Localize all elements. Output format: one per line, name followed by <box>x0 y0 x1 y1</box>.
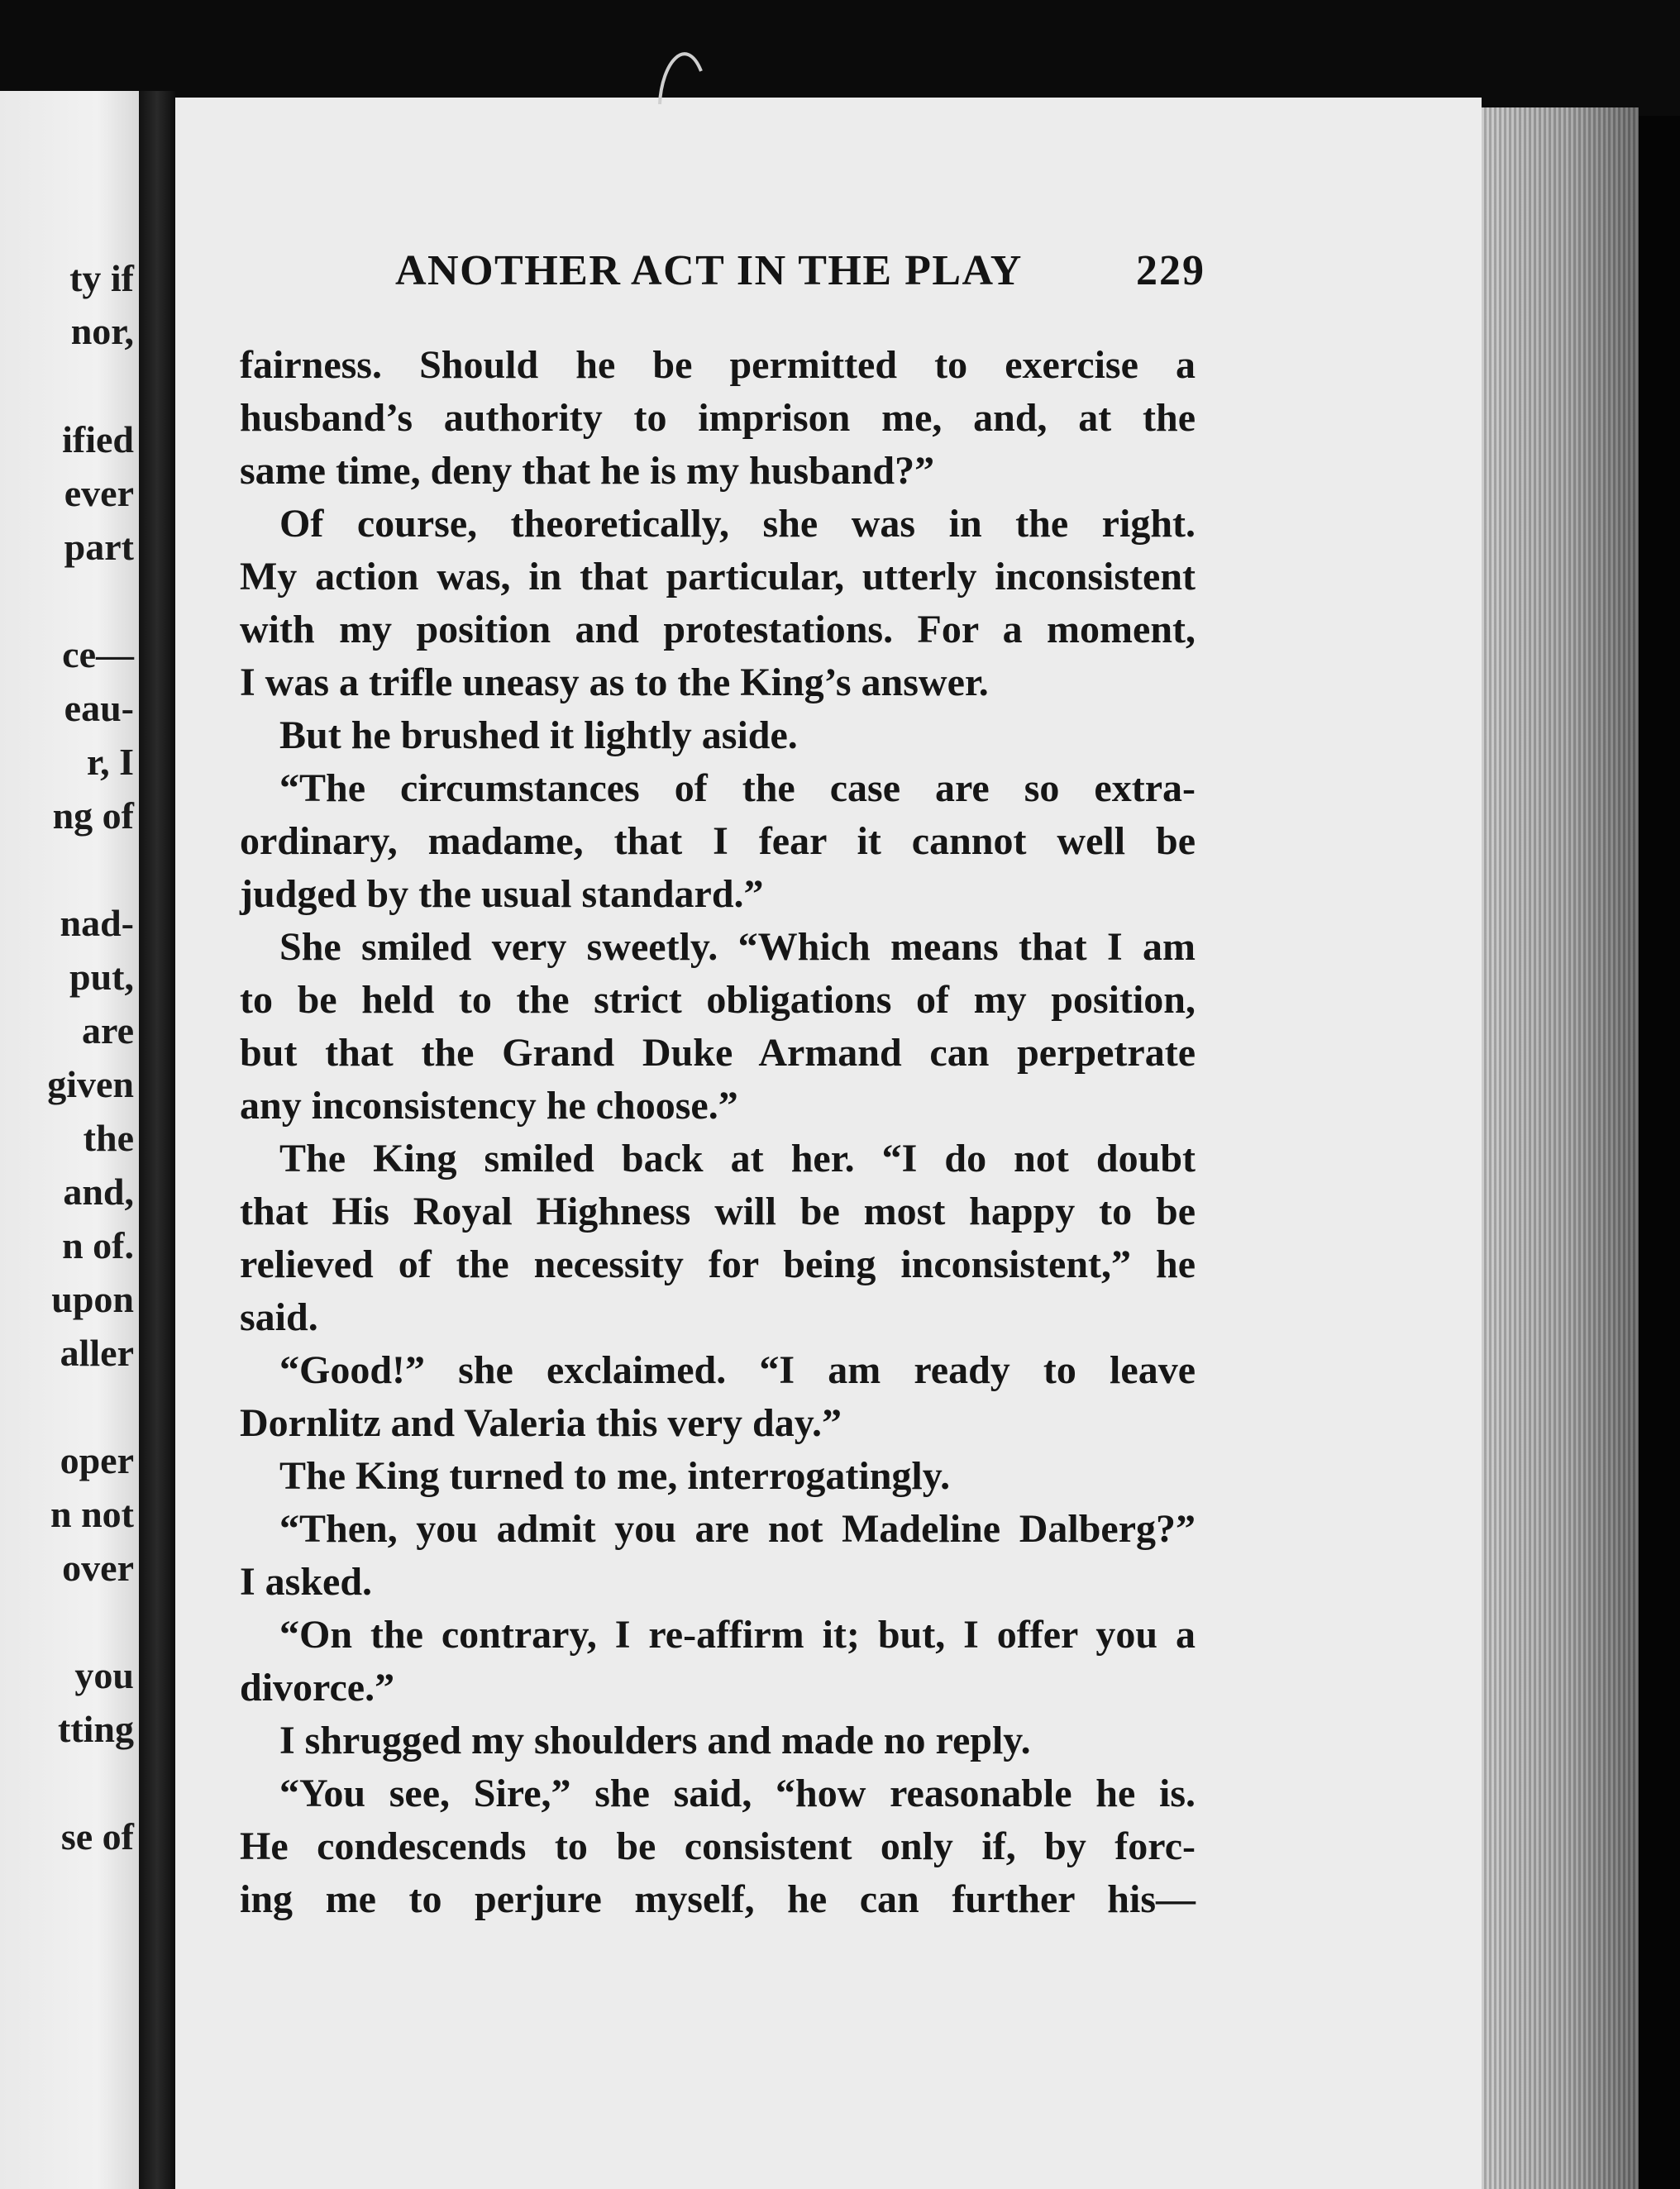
background-edge <box>1639 116 1680 2189</box>
left-page-line: se of <box>60 1815 134 1858</box>
page-hook-icon <box>653 38 711 112</box>
text-line: She smiled very sweetly. “Which means that I am <box>279 925 1196 969</box>
left-page-line: tting <box>58 1708 134 1750</box>
text-line: The King turned to me, interrogatingly. <box>279 1454 951 1498</box>
left-page-line: oper <box>60 1439 134 1481</box>
left-page-line: ce— <box>62 633 134 675</box>
text-line: ordinary, madame, that I fear it cannot well be <box>240 819 1196 863</box>
left-page-line: n of. <box>62 1224 134 1266</box>
text-line: to be held to the strict obligations of my position, <box>240 978 1196 1022</box>
left-facing-page <box>0 91 139 2189</box>
text-line: that His Royal Highness will be most happy to be <box>240 1190 1196 1233</box>
text-line: divorce.” <box>240 1666 395 1710</box>
text-line: any inconsistency he choose.” <box>240 1084 738 1128</box>
left-page-line: put, <box>69 956 134 998</box>
left-page-line: eau- <box>64 687 134 729</box>
text-line: Of course, theoretically, she was in the right. <box>279 502 1196 546</box>
text-line: He condescends to be consistent only if, by forc- <box>240 1824 1196 1868</box>
left-page-line: aller <box>60 1332 134 1374</box>
text-line: with my position and protestations. For a moment, <box>240 608 1196 651</box>
left-page-line: nor, <box>70 310 134 352</box>
left-page-line: nad- <box>60 902 134 944</box>
left-page-line: ty if <box>69 257 134 299</box>
text-line: fairness. Should he be permitted to exercise a <box>240 343 1196 387</box>
left-page-line: you <box>74 1654 134 1696</box>
left-page-line: ng of <box>52 794 134 837</box>
text-line: I was a trifle uneasy as to the King’s answer. <box>240 661 989 704</box>
body-text <box>240 339 1196 1926</box>
text-line: The King smiled back at her. “I do not doubt <box>279 1137 1196 1180</box>
text-line: but that the Grand Duke Armand can perpetrate <box>240 1031 1196 1075</box>
text-line: My action was, in that particular, utterly inconsistent <box>240 555 1196 599</box>
text-line: But he brushed it lightly aside. <box>279 713 798 757</box>
left-page-line: part <box>64 526 134 568</box>
text-line: relieved of the necessity for being inconsistent,” he <box>240 1242 1196 1286</box>
text-line: “Good!” she exclaimed. “I am ready to leave <box>279 1348 1196 1392</box>
left-page-line: over <box>62 1547 134 1589</box>
left-page-line: given <box>47 1063 134 1105</box>
left-page-line: are <box>81 1009 134 1052</box>
running-head <box>395 246 1205 306</box>
chapter-title: ANOTHER ACT IN THE PLAY <box>395 247 1023 294</box>
text-line: Dornlitz and Valeria this very day.” <box>240 1401 842 1445</box>
left-page-line: ified <box>62 418 134 460</box>
left-page-line: the <box>83 1117 134 1159</box>
left-page-line: n not <box>50 1493 134 1535</box>
book-gutter <box>139 91 175 2189</box>
left-page-line: r, I <box>86 741 134 783</box>
page-number: 229 <box>1136 247 1205 294</box>
text-line: “Then, you admit you are not Madeline Dalberg?” <box>279 1507 1196 1551</box>
text-line: said. <box>240 1295 318 1339</box>
left-page-line: and, <box>63 1171 134 1213</box>
text-line: “You see, Sire,” she said, “how reasonable he is. <box>279 1772 1196 1815</box>
text-line: same time, deny that he is my husband?” <box>240 449 935 493</box>
text-line: ing me to perjure myself, he can further his— <box>240 1877 1196 1921</box>
text-line: husband’s authority to imprison me, and, at the <box>240 396 1196 440</box>
left-page-line: ever <box>64 472 134 514</box>
page-edges <box>1482 107 1639 2189</box>
left-page-line: upon <box>51 1278 134 1320</box>
text-line: “The circumstances of the case are so extra- <box>279 766 1196 810</box>
text-line: I shrugged my shoulders and made no reply. <box>279 1719 1031 1762</box>
text-line: “On the contrary, I re-affirm it; but, I offer you a <box>279 1613 1196 1657</box>
text-line: I asked. <box>240 1560 373 1604</box>
text-line: judged by the usual standard.” <box>240 872 764 916</box>
